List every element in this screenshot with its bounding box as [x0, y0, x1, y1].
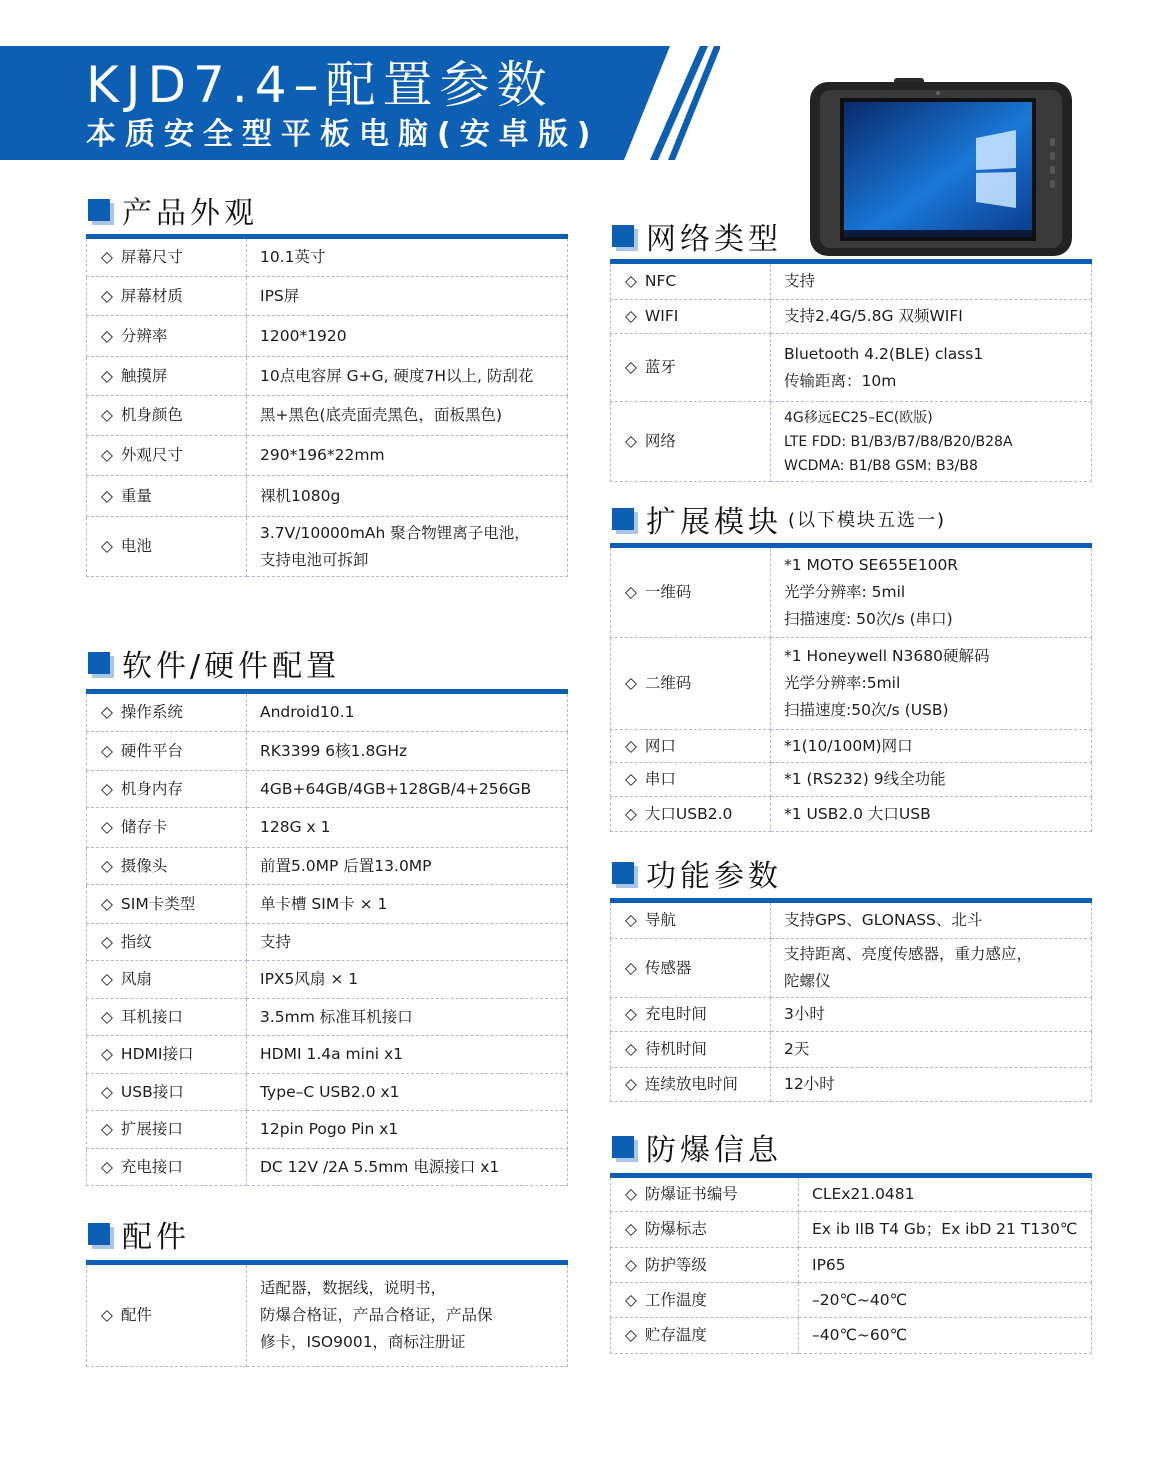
section-square-icon	[612, 862, 634, 884]
table-row	[87, 961, 568, 999]
spec-value	[771, 730, 1092, 763]
spec-value-line: *1 (RS232) 9线全功能	[784, 770, 946, 788]
spec-value	[771, 1032, 1092, 1068]
table-row	[87, 1074, 568, 1111]
spec-value	[247, 999, 568, 1036]
spec-value	[799, 1176, 1092, 1212]
spec-value	[771, 998, 1092, 1032]
spec-value	[771, 402, 1092, 482]
spec-value-line: 3.5mm 标准耳机接口	[260, 1007, 413, 1026]
section-heading-function	[612, 853, 782, 893]
spec-label: ◇ 防爆标志	[611, 1212, 799, 1248]
spec-value-line: *1 MOTO SE655E100R	[784, 556, 959, 574]
spec-value-line: 扫描速度:50次/s (USB)	[784, 701, 949, 719]
spec-value-line: 扫描速度: 50次/s (串口)	[784, 610, 953, 628]
spec-value-line: 2天	[784, 1040, 810, 1058]
spec-label: ◇ 操作系统	[87, 692, 247, 732]
table-row	[87, 436, 568, 476]
table-row	[87, 237, 568, 277]
table-row	[87, 885, 568, 924]
spec-value-line: 防爆合格证，产品合格证，产品保	[260, 1306, 493, 1324]
spec-label: ◇ 屏幕材质	[87, 277, 247, 316]
table-row	[611, 939, 1092, 998]
spec-value	[771, 1068, 1092, 1102]
table-row	[87, 692, 568, 732]
table-row	[87, 1149, 568, 1186]
spec-label: ◇ 网口	[611, 730, 771, 763]
spec-label: ◇ USB接口	[87, 1074, 247, 1111]
table-row	[611, 1318, 1092, 1354]
spec-value-line: 传输距离：10m	[784, 371, 897, 390]
table-row	[611, 300, 1092, 334]
spec-label: ◇ 传感器	[611, 939, 771, 998]
spec-label: ◇ 扩展接口	[87, 1111, 247, 1149]
page-title: KJD7.4–配置参数	[86, 56, 554, 114]
spec-value-line: *1 USB2.0 大口USB	[784, 804, 931, 823]
page-subtitle: 本质安全型平板电脑(安卓版)	[86, 117, 600, 152]
spec-label: ◇ 风扇	[87, 961, 247, 999]
spec-label: ◇ 充电时间	[611, 998, 771, 1032]
spec-value	[771, 334, 1092, 402]
software-hardware-table	[86, 689, 568, 1186]
spec-value-line: 128G x 1	[260, 818, 331, 836]
spec-value	[247, 692, 568, 732]
spec-value-line: Bluetooth 4.2(BLE) class1	[784, 344, 984, 363]
spec-value	[247, 771, 568, 808]
table-row	[87, 848, 568, 885]
section-title: 网络类型	[646, 222, 782, 257]
appearance-table	[86, 234, 568, 577]
spec-value	[247, 316, 568, 357]
section-heading-expansion	[612, 499, 946, 539]
section-square-icon	[612, 508, 634, 530]
spec-value	[799, 1212, 1092, 1248]
spec-label: ◇ 二维码	[611, 638, 771, 730]
spec-value	[771, 939, 1092, 998]
spec-value-line: 支持2.4G/5.8G 双频WIFI	[784, 307, 963, 325]
table-row	[611, 1283, 1092, 1318]
spec-label: ◇ 防护等级	[611, 1248, 799, 1283]
spec-value-line: WCDMA: B1/B8 GSM: B3/B8	[784, 457, 978, 474]
spec-label: ◇ 储存卡	[87, 808, 247, 848]
spec-value-line: 支持距离、亮度传感器，重力感应，	[784, 945, 1033, 963]
spec-label: ◇ 网络	[611, 402, 771, 482]
spec-label: ◇ 摄像头	[87, 848, 247, 885]
spec-value-line: 290*196*22mm	[260, 446, 385, 464]
expansion-table	[610, 543, 1092, 832]
spec-value	[247, 1074, 568, 1111]
section-title: 扩展模块	[646, 505, 782, 540]
table-row	[87, 517, 568, 577]
spec-value	[771, 262, 1092, 300]
function-table	[610, 898, 1092, 1102]
table-row	[611, 1248, 1092, 1283]
table-row	[611, 1032, 1092, 1068]
table-row	[611, 901, 1092, 939]
table-row	[611, 730, 1092, 763]
spec-value	[771, 797, 1092, 832]
spec-value-line: 3.7V/10000mAh 聚合物锂离子电池，	[260, 523, 530, 542]
table-row	[87, 999, 568, 1036]
spec-value-line: 单卡槽 SIM卡 × 1	[260, 894, 388, 913]
spec-value-line: –40℃~60℃	[812, 1326, 907, 1344]
spec-value-line: 支持电池可拆卸	[260, 550, 369, 569]
table-row	[87, 1111, 568, 1149]
section-note: (以下模块五选一)	[788, 510, 947, 531]
section-heading-explosion-proof	[612, 1127, 782, 1167]
table-row	[87, 1036, 568, 1074]
spec-label: ◇ 耳机接口	[87, 999, 247, 1036]
table-row	[611, 402, 1092, 482]
table-row	[611, 1176, 1092, 1212]
table-row	[87, 924, 568, 961]
table-row	[611, 763, 1092, 797]
spec-label: ◇ HDMI接口	[87, 1036, 247, 1074]
spec-label: ◇ 蓝牙	[611, 334, 771, 402]
spec-value	[247, 885, 568, 924]
spec-value	[247, 1149, 568, 1186]
spec-label: ◇ 屏幕尺寸	[87, 237, 247, 277]
spec-value-line: 12pin Pogo Pin x1	[260, 1120, 399, 1138]
spec-value	[247, 277, 568, 316]
table-row	[611, 1068, 1092, 1102]
table-row	[87, 1263, 568, 1367]
spec-value	[799, 1283, 1092, 1318]
accessories-table	[86, 1260, 568, 1367]
spec-value-line: 前置5.0MP 后置13.0MP	[260, 856, 432, 875]
spec-value	[247, 517, 568, 577]
section-title: 功能参数	[646, 859, 782, 894]
section-square-icon	[88, 1223, 110, 1245]
section-square-icon	[612, 1136, 634, 1158]
spec-value	[247, 396, 568, 436]
spec-value-line: 支持	[784, 272, 816, 290]
section-heading-accessories	[88, 1214, 190, 1254]
spec-label: ◇ 串口	[611, 763, 771, 797]
spec-value	[247, 237, 568, 277]
spec-label: ◇ 指纹	[87, 924, 247, 961]
spec-value	[771, 901, 1092, 939]
spec-value	[247, 1263, 568, 1367]
spec-value	[247, 1111, 568, 1149]
spec-value	[247, 808, 568, 848]
spec-value-line: Android10.1	[260, 703, 355, 721]
spec-value-line: CLEx21.0481	[812, 1185, 915, 1203]
spec-value-line: 光学分辨率: 5mil	[784, 583, 906, 601]
spec-label: ◇ 一维码	[611, 546, 771, 638]
spec-value	[771, 638, 1092, 730]
table-row	[87, 771, 568, 808]
spec-value-line: 适配器，数据线，说明书，	[260, 1279, 447, 1297]
spec-value-line: 支持	[260, 932, 292, 951]
section-title: 防爆信息	[646, 1133, 782, 1168]
spec-value	[247, 476, 568, 517]
spec-value	[799, 1248, 1092, 1283]
spec-value-line: Ex ib IIB T4 Gb；Ex ibD 21 T130℃	[812, 1220, 1078, 1238]
spec-label: ◇ 大口USB2.0	[611, 797, 771, 832]
spec-label: ◇ 机身颜色	[87, 396, 247, 436]
spec-value	[771, 763, 1092, 797]
rugged-tablet-icon	[806, 78, 1076, 258]
spec-value-line: *1 Honeywell N3680硬解码	[784, 647, 990, 665]
table-row	[611, 1212, 1092, 1248]
section-heading-software-hardware	[88, 643, 340, 683]
table-row	[611, 546, 1092, 638]
spec-value-line: IPX5风扇 × 1	[260, 970, 359, 988]
section-title: 配件	[122, 1220, 190, 1255]
spec-value-line: 10点电容屏 G+G, 硬度7H以上, 防刮花	[260, 366, 534, 385]
table-row	[611, 334, 1092, 402]
spec-label: ◇ 防爆证书编号	[611, 1176, 799, 1212]
spec-label: ◇ 重量	[87, 476, 247, 517]
section-square-icon	[88, 199, 110, 221]
section-title: 软件/硬件配置	[122, 649, 341, 684]
table-row	[611, 797, 1092, 832]
spec-label: ◇ 分辨率	[87, 316, 247, 357]
spec-label: ◇ SIM卡类型	[87, 885, 247, 924]
spec-value	[799, 1318, 1092, 1354]
spec-label: ◇ WIFI	[611, 300, 771, 334]
spec-label: ◇ 连续放电时间	[611, 1068, 771, 1102]
spec-value-line: LTE FDD: B1/B3/B7/B8/B20/B28A	[784, 433, 1013, 450]
spec-value-line: 4G移远EC25–EC(欧版)	[784, 409, 933, 426]
section-heading-appearance	[88, 190, 258, 230]
spec-value	[247, 732, 568, 771]
spec-value-line: 黑+黑色(底壳面壳黑色，面板黑色)	[260, 406, 503, 424]
table-row	[87, 476, 568, 517]
section-title: 产品外观	[122, 196, 258, 231]
network-table	[610, 259, 1092, 482]
explosion-proof-table	[610, 1173, 1092, 1354]
spec-value	[247, 357, 568, 396]
spec-value-line: 陀螺仪	[784, 972, 831, 990]
spec-label: ◇ 触摸屏	[87, 357, 247, 396]
section-square-icon	[612, 225, 634, 247]
spec-value-line: 10.1英寸	[260, 248, 326, 266]
spec-value	[771, 300, 1092, 334]
spec-value-line: IP65	[812, 1255, 846, 1274]
spec-value-line: 12小时	[784, 1075, 835, 1093]
spec-value-line: 1200*1920	[260, 326, 347, 345]
spec-value-line: 修卡，ISO9001，商标注册证	[260, 1333, 466, 1351]
section-heading-network	[612, 216, 782, 256]
spec-value-line: 4GB+64GB/4GB+128GB/4+256GB	[260, 779, 532, 798]
spec-label: ◇ 外观尺寸	[87, 436, 247, 476]
spec-value-line: Type–C USB2.0 x1	[260, 1082, 400, 1101]
spec-value-line: 裸机1080g	[260, 486, 341, 505]
table-row	[87, 808, 568, 848]
spec-value-line: 支持GPS、GLONASS、北斗	[784, 911, 983, 929]
spec-value-line: –20℃~40℃	[812, 1290, 907, 1309]
spec-value-line: 光学分辨率:5mil	[784, 674, 901, 692]
spec-value	[247, 961, 568, 999]
spec-label: ◇ 工作温度	[611, 1283, 799, 1318]
table-row	[87, 732, 568, 771]
spec-label: ◇ 导航	[611, 901, 771, 939]
table-row	[611, 998, 1092, 1032]
spec-value	[771, 546, 1092, 638]
spec-label: ◇ 贮存温度	[611, 1318, 799, 1354]
spec-label: ◇ NFC	[611, 262, 771, 300]
spec-value-line: RK3399 6核1.8GHz	[260, 741, 408, 760]
spec-value-line: IPS屏	[260, 286, 300, 305]
spec-label: ◇ 配件	[87, 1263, 247, 1367]
spec-value-line: 3小时	[784, 1005, 825, 1023]
spec-value-line: *1(10/100M)网口	[784, 736, 913, 755]
section-square-icon	[88, 652, 110, 674]
spec-label: ◇ 待机时间	[611, 1032, 771, 1068]
spec-value	[247, 848, 568, 885]
spec-label: ◇ 机身内存	[87, 771, 247, 808]
table-row	[87, 277, 568, 316]
table-row	[611, 638, 1092, 730]
table-row	[87, 357, 568, 396]
spec-label: ◇ 充电接口	[87, 1149, 247, 1186]
spec-value-line: HDMI 1.4a mini x1	[260, 1045, 404, 1063]
table-row	[87, 396, 568, 436]
spec-value	[247, 924, 568, 961]
spec-label: ◇ 电池	[87, 517, 247, 577]
spec-value-line: DC 12V /2A 5.5mm 电源接口 x1	[260, 1157, 500, 1176]
spec-value	[247, 1036, 568, 1074]
table-row	[87, 316, 568, 357]
spec-label: ◇ 硬件平台	[87, 732, 247, 771]
spec-value	[247, 436, 568, 476]
table-row	[611, 262, 1092, 300]
